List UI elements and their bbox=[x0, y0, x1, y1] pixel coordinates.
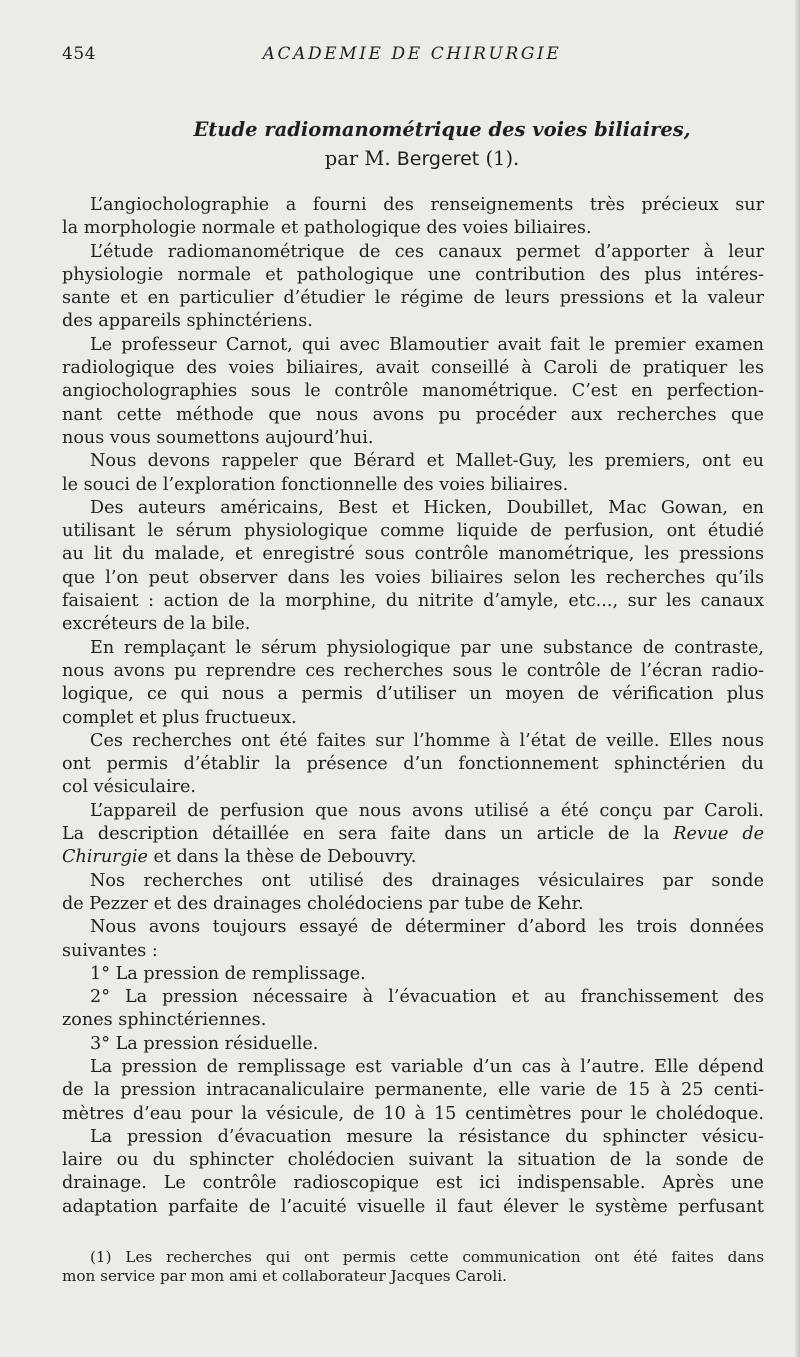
text-line: adaptation parfaite de l’acuité visuelle il faut élever le système perfusant bbox=[62, 1196, 764, 1217]
text-line: La pression de remplissage est variable d’un cas à l’autre. Elle dépend bbox=[90, 1056, 764, 1077]
article-title: Etude radiomanométrique des voies biliaires, bbox=[193, 118, 691, 141]
text-line: le souci de l’exploration fonctionnelle des voies biliaires. bbox=[62, 474, 569, 495]
text-line: excréteurs de la bile. bbox=[62, 614, 251, 635]
byline-prefix: par M. bbox=[324, 147, 391, 170]
article-title-block bbox=[62, 116, 762, 174]
text-line: la morphologie normale et pathologique des voies biliaires. bbox=[62, 218, 592, 239]
page-header bbox=[62, 44, 762, 68]
text-line: des appareils sphinctériens. bbox=[62, 311, 313, 332]
text-line: complet et plus fructueux. bbox=[62, 707, 297, 728]
list-item: 3° La pression résiduelle. bbox=[90, 1033, 319, 1054]
footnote-line: mon service par mon ami et collaborateur Jacques Caroli. bbox=[62, 1267, 507, 1285]
text-line: Nos recherches ont utilisé des drainages vésiculaires par sonde bbox=[90, 870, 764, 891]
list-item: 2° La pression nécessaire à l’évacuation et au franchissement des bbox=[90, 987, 764, 1008]
text-line: En remplaçant le sérum physiologique par une substance de contraste, bbox=[90, 637, 764, 658]
text-line: Des auteurs américains, Best et Hicken, Doubillet, Mac Gowan, en bbox=[90, 497, 764, 518]
text-segment: La description détaillée en sera faite dans un article de la bbox=[62, 824, 660, 845]
text-line: drainage. Le contrôle radioscopique est ici indispensable. Après une bbox=[62, 1173, 764, 1194]
footnote bbox=[62, 1248, 764, 1286]
list-item: 1° La pression de remplissage. bbox=[90, 963, 366, 984]
text-line: suivantes : bbox=[62, 940, 158, 961]
text-line: Le professeur Carnot, qui avec Blamoutier avait fait le premier examen bbox=[90, 334, 764, 355]
text-line: Nous avons toujours essayé de déterminer d’abord les trois données bbox=[90, 917, 764, 938]
text-line: que l’on peut observer dans les voies biliaires selon les recherches qu’ils bbox=[62, 567, 764, 588]
journal-title-cont: Chirurgie bbox=[62, 847, 148, 868]
text-line: angiocholographies sous le contrôle manométrique. C’est en perfection- bbox=[62, 381, 764, 402]
text-line: logique, ce qui nous a permis d’utiliser un moyen de vérification plus bbox=[62, 684, 764, 705]
text-line: physiologie normale et pathologique une contribution des plus intéres- bbox=[62, 264, 764, 285]
text-line: radiologique des voies biliaires, avait conseillé à Caroli de pratiquer les bbox=[62, 358, 764, 379]
text-line: mètres d’eau pour la vésicule, de 10 à 15 centimètres pour le cholédoque. bbox=[62, 1103, 764, 1124]
text-line: Ces recherches ont été faites sur l’homme à l’état de veille. Elles nous bbox=[90, 730, 764, 751]
text-line bbox=[62, 823, 764, 846]
text-line: nant cette méthode que nous avons pu procéder aux recherches que bbox=[62, 404, 764, 425]
footnote-line: (1) Les recherches qui ont permis cette communication ont été faites dans bbox=[90, 1248, 764, 1266]
body-text bbox=[62, 194, 764, 1219]
text-line: L’angiocholographie a fourni des renseignements très précieux sur bbox=[90, 195, 764, 215]
text-line: utilisant le sérum physiologique comme liquide de perfusion, ont étudié bbox=[62, 521, 764, 542]
journal-title: Revue de bbox=[673, 824, 764, 845]
text-line: Nous devons rappeler que Bérard et Mallet-Guy, les premiers, ont eu bbox=[90, 451, 764, 472]
footnote-reference: (1). bbox=[485, 147, 520, 170]
text-line: zones sphinctériennes. bbox=[62, 1010, 267, 1031]
author-name: Bergeret bbox=[396, 148, 480, 170]
text-segment: et dans la thèse de Debouvry. bbox=[153, 847, 417, 868]
text-line: L’étude radiomanométrique de ces canaux permet d’apporter à leur bbox=[90, 241, 764, 262]
text-line: de la pression intracanaliculaire permanente, elle varie de 15 à 25 centi- bbox=[62, 1080, 764, 1101]
text-line: au lit du malade, et enregistré sous contrôle manométrique, les pressions bbox=[62, 544, 764, 565]
text-line: laire ou du sphincter cholédocien suivant la situation de la sonde de bbox=[62, 1150, 764, 1171]
text-line: col vésiculaire. bbox=[62, 777, 197, 798]
text-line: ont permis d’établir la présence d’un fonctionnement sphinctérien du bbox=[62, 754, 764, 775]
text-line: La pression d’évacuation mesure la résistance du sphincter vésicu- bbox=[90, 1126, 764, 1147]
running-head: ACADEMIE DE CHIRURGIE bbox=[262, 44, 562, 64]
text-line: faisaient : action de la morphine, du nitrite d’amyle, etc..., sur les canaux bbox=[62, 591, 764, 612]
text-line: nous vous soumettons aujourd’hui. bbox=[62, 427, 374, 448]
text-line: L’appareil de perfusion que nous avons utilisé a été conçu par Caroli. bbox=[90, 800, 764, 821]
page-edge-shadow bbox=[794, 0, 800, 1357]
byline bbox=[62, 144, 762, 174]
text-line: nous avons pu reprendre ces recherches sous le contrôle de l’écran radio- bbox=[62, 660, 764, 681]
text-line: sante et en particulier d’étudier le régime de leurs pressions et la valeur bbox=[62, 288, 764, 309]
text-line bbox=[62, 846, 764, 869]
text-line: de Pezzer et des drainages cholédociens par tube de Kehr. bbox=[62, 893, 584, 914]
page-number: 454 bbox=[62, 44, 96, 64]
